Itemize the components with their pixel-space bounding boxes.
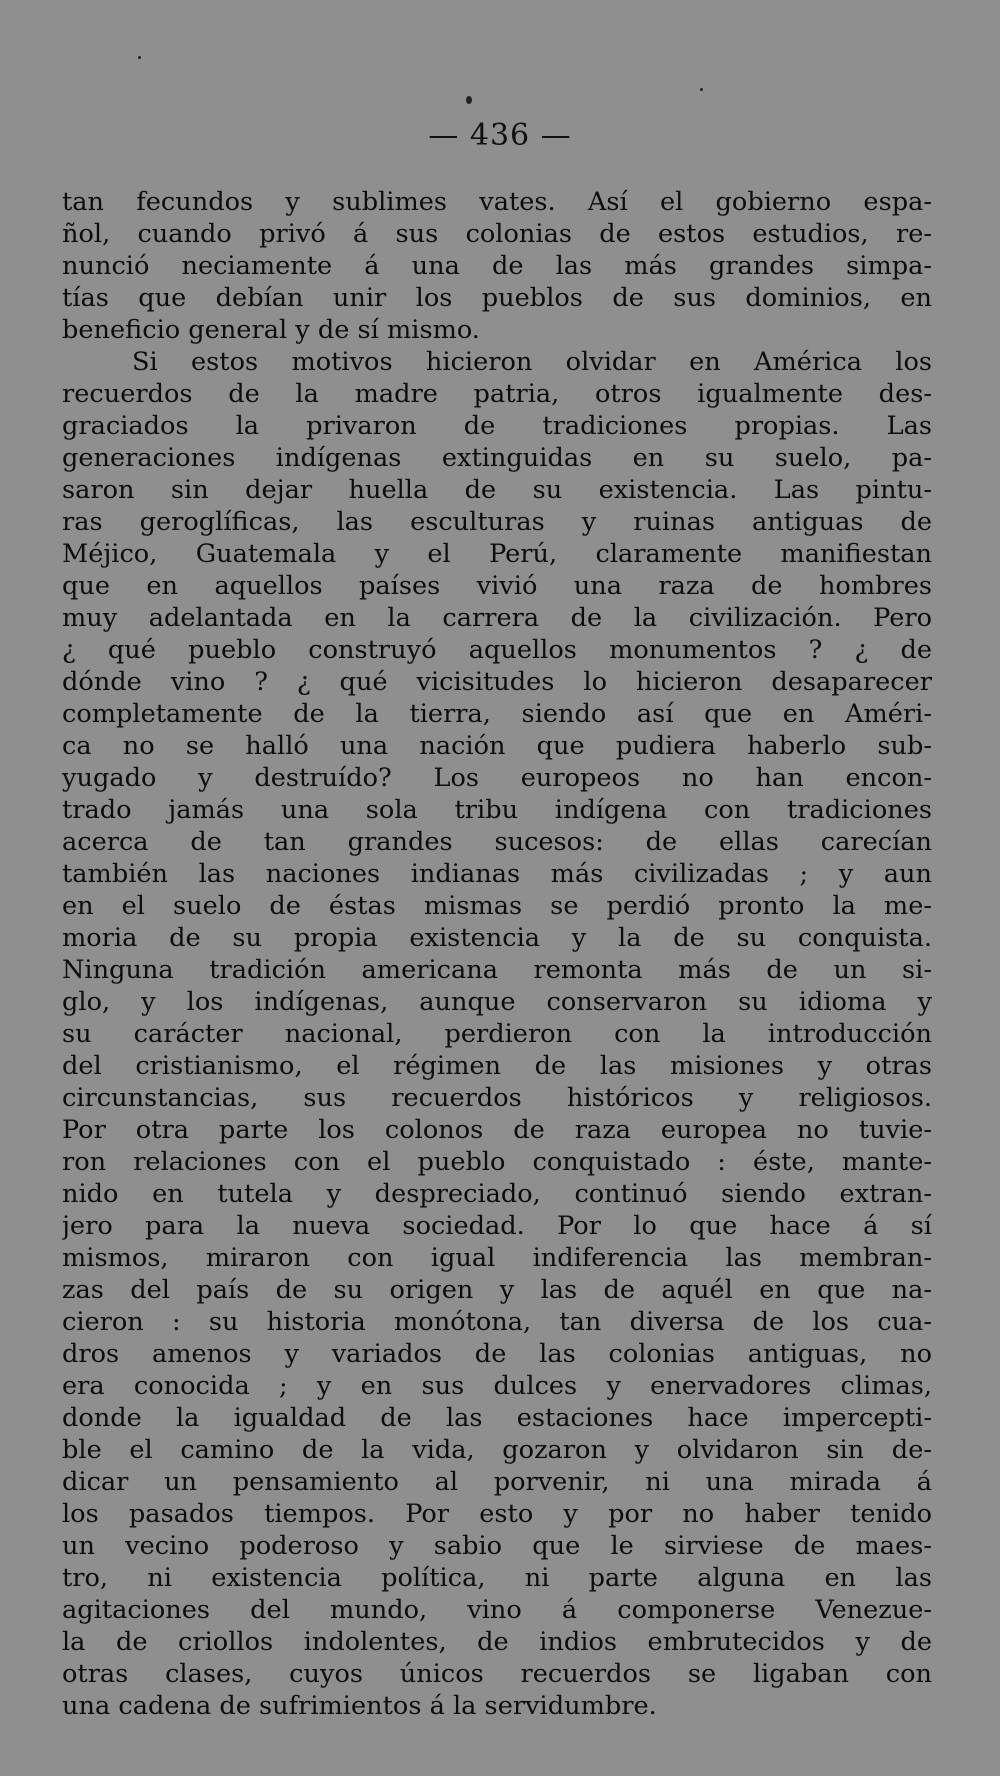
text-line: otras clases, cuyos únicos recuerdos se ligaban con — [62, 1659, 932, 1689]
text-line: dicar un pensamiento al porvenir, ni una mirada á — [62, 1467, 932, 1497]
ink-speck — [466, 96, 472, 104]
text-line: en el suelo de éstas mismas se perdió pronto la me- — [62, 891, 932, 921]
text-line: yugado y destruído? Los europeos no han encon- — [62, 763, 932, 793]
text-line: nunció neciamente á una de las más grandes simpa- — [62, 251, 932, 281]
text-line: Por otra parte los colonos de raza europea no tuvie- — [62, 1115, 932, 1145]
text-line: nido en tutela y despreciado, continuó siendo extran- — [62, 1179, 932, 1209]
text-line: ble el camino de la vida, gozaron y olvidaron sin de- — [62, 1435, 932, 1465]
text-line: del cristianismo, el régimen de las misiones y otras — [62, 1051, 932, 1081]
text-line: los pasados tiempos. Por esto y por no haber tenido — [62, 1499, 932, 1529]
text-line: dros amenos y variados de las colonias antiguas, no — [62, 1339, 932, 1369]
text-line: tías que debían unir los pueblos de sus dominios, en — [62, 283, 932, 313]
text-line: Ninguna tradición americana remonta más de un si- — [62, 955, 932, 985]
text-line: graciados la privaron de tradiciones propias. Las — [62, 411, 932, 441]
text-line: la de criollos indolentes, de indios embrutecidos y de — [62, 1627, 932, 1657]
text-line: era conocida ; y en sus dulces y enervadores climas, — [62, 1371, 932, 1401]
text-line: ñol, cuando privó á sus colonias de estos estudios, re- — [62, 219, 932, 249]
text-line: agitaciones del mundo, vino á componerse Venezue- — [62, 1595, 932, 1625]
text-line: cieron : su historia monótona, tan diversa de los cua- — [62, 1307, 932, 1337]
text-line: Méjico, Guatemala y el Perú, claramente manifiestan — [62, 539, 932, 569]
text-line: saron sin dejar huella de su existencia. Las pintu- — [62, 475, 932, 505]
text-line: donde la igualdad de las estaciones hace impercepti- — [62, 1403, 932, 1433]
text-line: también las naciones indianas más civilizadas ; y aun — [62, 859, 932, 889]
text-line: ¿ qué pueblo construyó aquellos monumentos ? ¿ de — [62, 635, 932, 665]
text-line: ron relaciones con el pueblo conquistado : éste, mante- — [62, 1147, 932, 1177]
text-line: dónde vino ? ¿ qué vicisitudes lo hicieron desaparecer — [62, 667, 932, 697]
text-line: mismos, miraron con igual indiferencia las membran- — [62, 1243, 932, 1273]
text-line: glo, y los indígenas, aunque conservaron su idioma y — [62, 987, 932, 1017]
text-line: circunstancias, sus recuerdos históricos y religiosos. — [62, 1083, 932, 1113]
text-line: moria de su propia existencia y la de su conquista. — [62, 923, 932, 953]
text-line: completamente de la tierra, siendo así que en Améri- — [62, 699, 932, 729]
text-line: trado jamás una sola tribu indígena con tradiciones — [62, 795, 932, 825]
text-line: jero para la nueva sociedad. Por lo que hace á sí — [62, 1211, 932, 1241]
text-line: un vecino poderoso y sabio que le sirviese de maes- — [62, 1531, 932, 1561]
text-line: que en aquellos países vivió una raza de hombres — [62, 571, 932, 601]
text-line: una cadena de sufrimientos á la servidumbre. — [62, 1691, 657, 1721]
text-line: Si estos motivos hicieron olvidar en América los — [132, 347, 932, 377]
text-line: zas del país de su origen y las de aquél en que na- — [62, 1275, 932, 1305]
ink-speck — [700, 88, 703, 91]
page-number: — 436 — — [428, 118, 572, 153]
text-line: beneficio general y de sí mismo. — [62, 315, 480, 345]
text-line: tro, ni existencia política, ni parte alguna en las — [62, 1563, 932, 1593]
text-line: ras geroglíficas, las esculturas y ruinas antiguas de — [62, 507, 932, 537]
text-line: tan fecundos y sublimes vates. Así el gobierno espa- — [62, 187, 932, 217]
text-line: su carácter nacional, perdieron con la introducción — [62, 1019, 932, 1049]
body-text — [62, 186, 932, 1722]
text-line: generaciones indígenas extinguidas en su suelo, pa- — [62, 443, 932, 473]
text-line: acerca de tan grandes sucesos: de ellas carecían — [62, 827, 932, 857]
text-line: ca no se halló una nación que pudiera haberlo sub- — [62, 731, 932, 761]
ink-speck — [138, 56, 141, 59]
text-line: muy adelantada en la carrera de la civilización. Pero — [62, 603, 932, 633]
text-line: recuerdos de la madre patria, otros igualmente des- — [62, 379, 932, 409]
